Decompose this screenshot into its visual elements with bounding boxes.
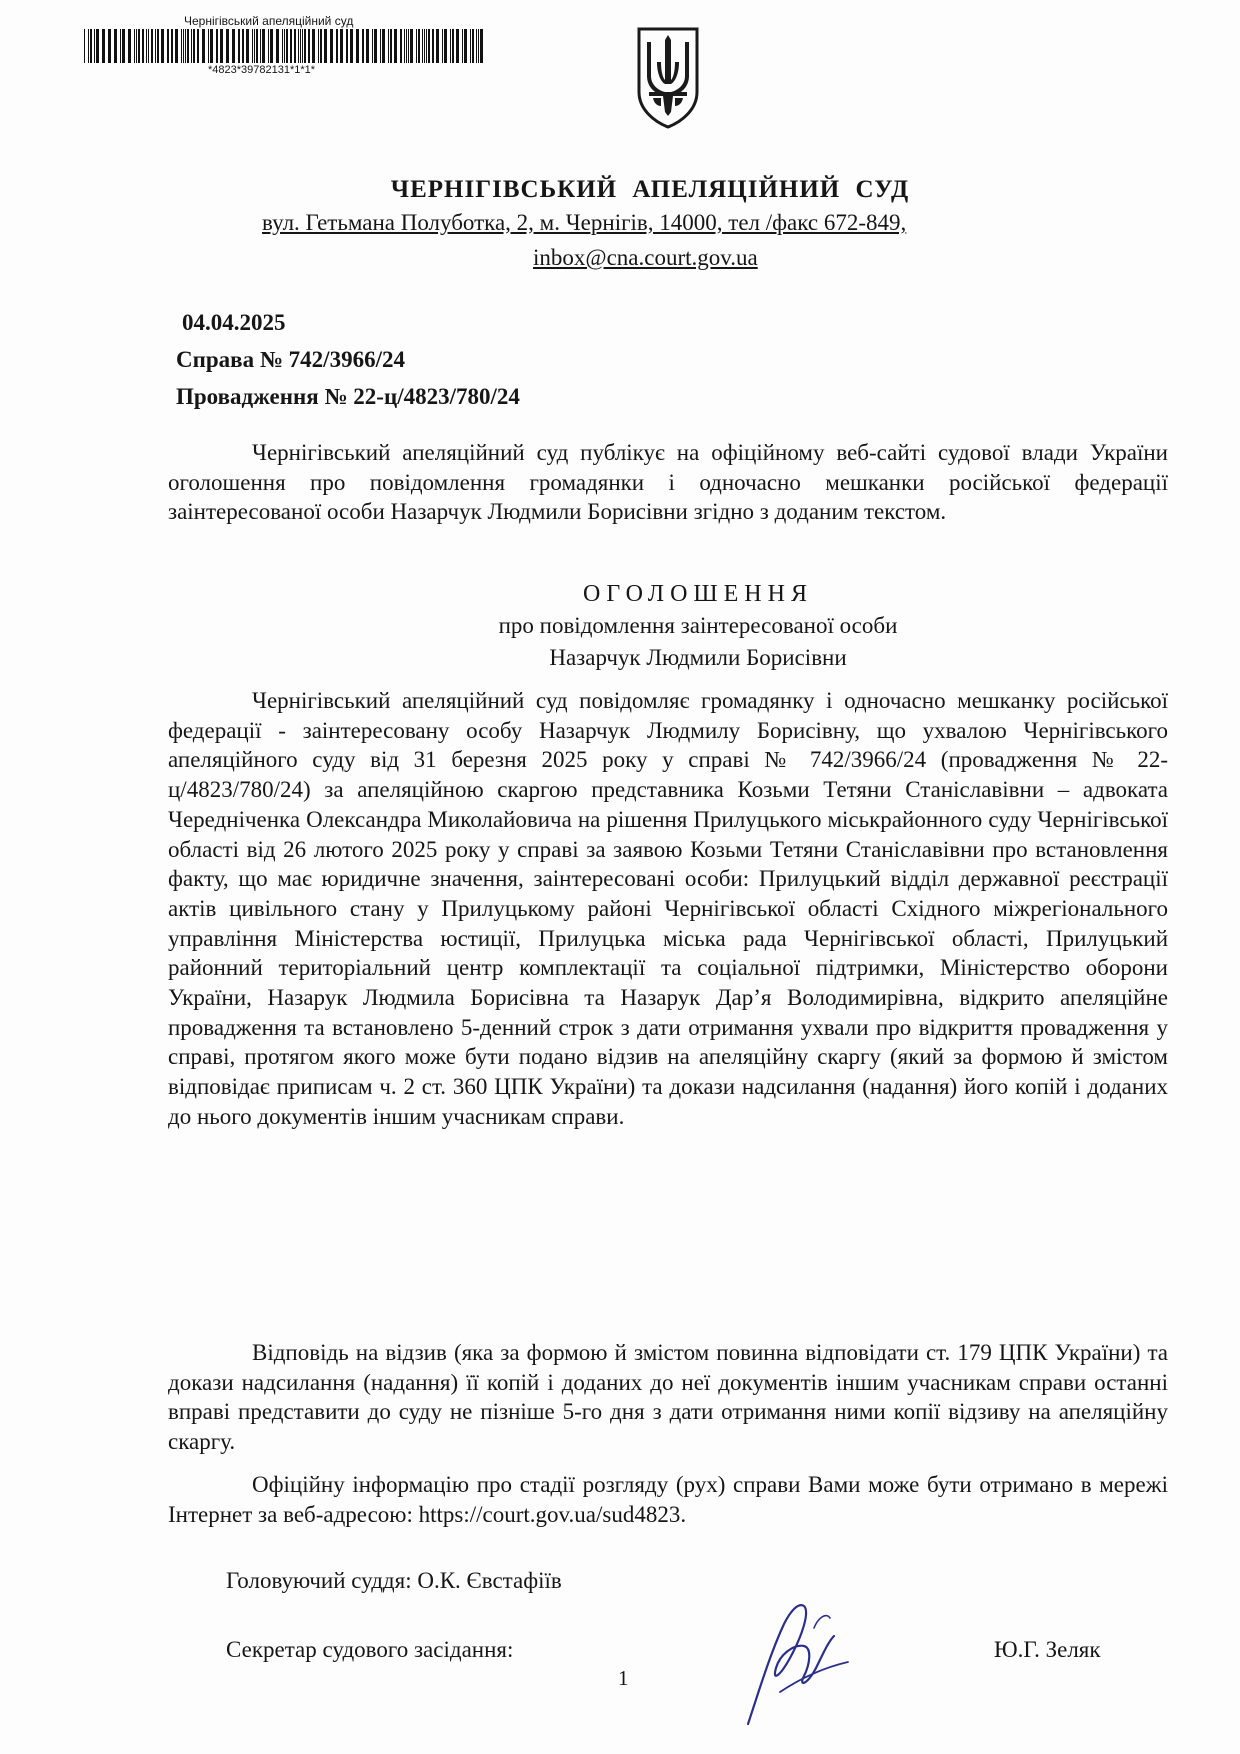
barcode-bar	[300, 29, 301, 63]
barcode-bar	[246, 29, 249, 63]
barcode-bar	[450, 29, 451, 63]
presiding-judge: Головуючий суддя: О.К. Євстафіїв	[226, 1568, 562, 1593]
court-address: вул. Гетьмана Полуботка, 2, м. Чернігів, 14000, тел /факс 672-849,	[262, 210, 907, 235]
barcode-bar	[197, 29, 199, 63]
barcode-bar	[408, 29, 409, 63]
barcode-bar	[226, 29, 229, 63]
document-date: 04.04.2025	[182, 310, 286, 335]
barcode-bar	[187, 29, 189, 63]
barcode-bar	[422, 29, 423, 63]
court-email: inbox@cna.court.gov.ua	[533, 245, 758, 270]
case-number: Справа № 742/3966/24	[176, 347, 405, 372]
barcode-bar	[260, 29, 261, 63]
barcode-bar	[268, 29, 269, 63]
barcode-bar	[394, 29, 397, 63]
barcode-bar	[183, 29, 184, 63]
barcode-bar	[157, 29, 159, 63]
barcode-bar	[346, 29, 348, 63]
barcode-bar	[138, 29, 140, 63]
secretary-label: Секретар судового засідання:	[226, 1637, 514, 1662]
barcode-bar	[302, 29, 303, 63]
barcode-bar	[120, 29, 121, 63]
notice-reply-paragraph: Відповідь на відзив (яка за формою й змістом повинна відповідати ст. 179 ЦПК України) та докази надсилання (надання) її копій і доданих до неї документів іншим учасникам справи останні вправі представити до суду не пізніше 5-го дня з дати отримання ними копії відзиву на апеляційну скаргу.	[168, 1340, 1168, 1455]
barcode-bar	[136, 29, 137, 63]
barcode-bar	[462, 29, 463, 63]
barcode-bar	[362, 29, 364, 63]
barcode-bar	[336, 29, 338, 63]
barcode-bar	[96, 29, 99, 63]
barcode-bar	[312, 29, 315, 63]
barcode-bar	[374, 29, 377, 63]
barcode-bar	[142, 29, 144, 63]
barcode-bar	[476, 29, 477, 63]
barcode-bar	[88, 29, 89, 63]
barcode-bar	[242, 29, 244, 63]
barcode-bar	[340, 29, 343, 63]
barcode-bar	[282, 29, 283, 63]
notice-main-paragraph: Чернігівський апеляційний суд повідомляє громадянку і одночасно мешканку російської федерації - заінтересовану особу Назарчук Людмилу Борисівну, що ухвалою Чернігівського апеляційного суду від 31 березня 2025 року у справі № 742/3966/24 (провадження № 22-ц/4823/780/24) за апеляційною скаргою представника Козьми Тетяни Станіславівни – адвоката Чередніченка Олександра Миколайовича на рішення Прилуцького міськрайонного суду Чернігівської області від 26 лютого 2025 року у справі за заявою Козьми Тетяни Станіславівни про встановлення факту, що має юридичне значення, заінтересовані особи: Прилуцький відділ державної реєстрації актів цивільного стану у Прилуцькому районі Чернігівської області Східного міжрегіонального управління Міністерства юстиції, Прилуцька міська рада Чернігівської області, Прилуцький районний територіальний центр комплектації та соціальної підтримки, Міністерство оборони України, Назарук Людмила Борисівна та Назарук Дар’я Володимирівна, відкрито апеляційне провадження та встановлено 5-денний строк з дати отримання ухвали про відкриття провадження у справі, протягом якого може бути подано відзив на апеляційну скаргу (який за формою й змістом відповідає приписам ч. 2 ст. 360 ЦПК України) та докази надсилання (надання) його копій і доданих до нього документів іншим учасникам справи.	[168, 688, 1168, 1129]
court-name-heading: ЧЕРНІГІВСЬКИЙ АПЕЛЯЦІЙНИЙ СУД	[390, 176, 910, 203]
barcode-bar	[428, 29, 430, 63]
barcode-bar	[114, 29, 117, 63]
barcode-bar	[284, 29, 285, 63]
barcode-bar	[262, 29, 265, 63]
barcode-bar	[480, 29, 483, 63]
barcode-bar	[155, 29, 156, 63]
barcode-bar	[426, 29, 427, 63]
notice-heading	[168, 578, 1168, 674]
barcode-bar	[330, 29, 333, 63]
barcode-bar	[406, 29, 407, 63]
handwritten-signature-icon	[718, 1584, 868, 1734]
barcode-bar	[191, 29, 192, 63]
barcode-bar	[193, 29, 195, 63]
barcode-bar	[238, 29, 240, 63]
barcode-bar	[161, 29, 164, 63]
notice-subtitle-line1: про повідомлення заінтересованої особи	[498, 613, 898, 638]
proceeding-number: Провадження № 22-ц/4823/780/24	[176, 384, 520, 409]
barcode-bar	[108, 29, 111, 63]
notice-subtitle-line2: Назарчук Людмили Борисівни	[549, 645, 847, 670]
barcode-bar	[128, 29, 131, 63]
barcode-bar	[181, 29, 182, 63]
barcode-bar	[478, 29, 479, 63]
intro-paragraph: Чернігівський апеляційний суд публікує на офіційному веб-сайті судової влади України оголошення про повідомлення громадянки і одночасно мешканки російської федерації заінтересованої особи Назарчук Людмили Борисівни згідно з доданим текстом.	[168, 440, 1168, 525]
barcode-bar	[418, 29, 420, 63]
barcode-bar	[366, 29, 369, 63]
barcode-bar	[167, 29, 169, 63]
barcode-bar	[151, 29, 153, 63]
barcode-bar	[232, 29, 235, 63]
barcode-bar	[304, 29, 306, 63]
barcode-bar	[94, 29, 95, 63]
barcode-bar	[424, 29, 425, 63]
barcode-bar	[470, 29, 471, 63]
barcode-bar	[350, 29, 353, 63]
notice-main-section	[168, 686, 1168, 1132]
barcode-bar	[220, 29, 223, 63]
barcode-bar	[185, 29, 186, 63]
barcode-bar	[308, 29, 310, 63]
barcode-bar	[404, 29, 405, 63]
notice-info-paragraph: Офіційну інформацію про стадії розгляду (рух) справи Вами може бути отримано в мережі Інтернет за веб-адресою: https://court.gov.ua/sud4823.	[168, 1472, 1168, 1527]
barcode-bar	[102, 29, 105, 63]
barcode-bar	[208, 29, 209, 63]
barcode-bar	[171, 29, 173, 63]
barcode-bar	[122, 29, 125, 63]
barcode-bar	[444, 29, 447, 63]
trident-coat-of-arms-icon	[635, 26, 701, 130]
barcode-bar	[356, 29, 359, 63]
barcode-bar	[452, 29, 454, 63]
barcode-bar	[90, 29, 92, 63]
intro-section	[168, 438, 1168, 527]
barcode-bar	[318, 29, 319, 63]
barcode-icon	[84, 29, 484, 63]
barcode-bar	[270, 29, 273, 63]
barcode-bar	[202, 29, 205, 63]
barcode-bar	[432, 29, 434, 63]
notice-info-section	[168, 1470, 1168, 1529]
barcode-bar	[216, 29, 218, 63]
barcode-stamp	[84, 14, 484, 77]
barcode-bar	[134, 29, 135, 63]
barcode-bar	[390, 29, 392, 63]
barcode-bar	[380, 29, 381, 63]
barcode-bar	[382, 29, 385, 63]
barcode-bar	[298, 29, 299, 63]
barcode-bar	[276, 29, 279, 63]
barcode-bar	[84, 29, 85, 63]
barcode-bar	[175, 29, 178, 63]
barcode-bar	[324, 29, 327, 63]
barcode-bar	[472, 29, 474, 63]
barcode-bar	[456, 29, 459, 63]
barcode-bar	[148, 29, 149, 63]
notice-reply-section	[168, 1338, 1168, 1457]
barcode-bar	[464, 29, 467, 63]
barcode-bar	[320, 29, 322, 63]
barcode-bar	[436, 29, 439, 63]
case-details	[176, 304, 520, 415]
barcode-bar	[410, 29, 413, 63]
page-number: 1	[618, 1666, 629, 1690]
barcode-bar	[210, 29, 213, 63]
barcode-bar	[388, 29, 389, 63]
barcode-bar	[256, 29, 258, 63]
barcode-bar	[290, 29, 292, 63]
barcode-bar	[252, 29, 253, 63]
barcode-bar	[442, 29, 443, 63]
barcode-bar	[146, 29, 147, 63]
barcode-bar	[294, 29, 296, 63]
barcode-bar	[286, 29, 288, 63]
barcode-bar	[400, 29, 402, 63]
secretary-name: Ю.Г. Зеляк	[994, 1637, 1101, 1662]
barcode-bar	[416, 29, 417, 63]
stamp-court-name: Чернігівський апеляційний суд	[184, 14, 354, 28]
stamp-document-number: *4823*39782131*1*1*	[208, 64, 316, 76]
notice-title: ОГОЛОШЕННЯ	[583, 581, 813, 607]
barcode-bar	[254, 29, 255, 63]
barcode-bar	[372, 29, 373, 63]
